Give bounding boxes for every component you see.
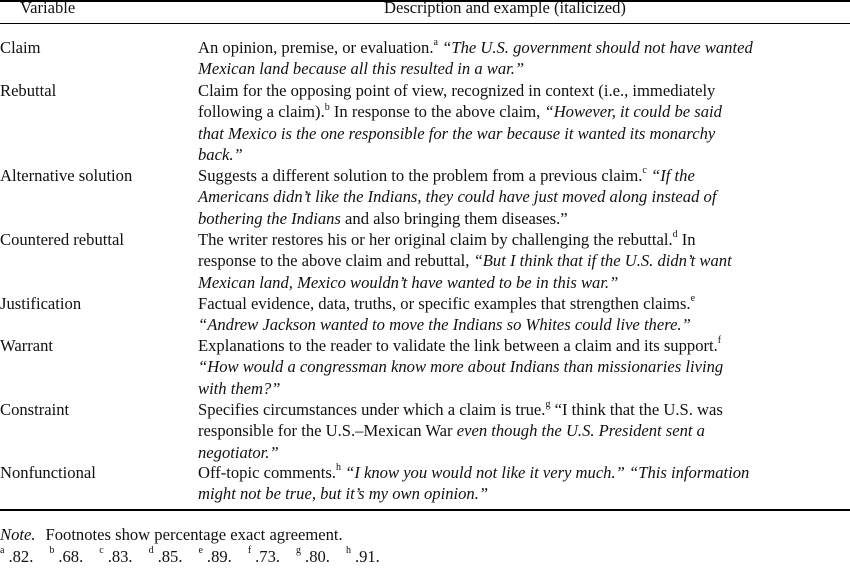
variable-description: [198, 293, 850, 336]
variable-description: [198, 80, 850, 165]
description-line: [198, 144, 850, 165]
example-text: even though the U.S. President sent a: [456, 421, 705, 441]
variable-name: Countered rebuttal: [0, 230, 124, 249]
footnote: [99, 546, 132, 567]
variable-name: Nonfunctional: [0, 463, 96, 482]
description-line: [198, 335, 850, 356]
variable-name: Alternative solution: [0, 166, 133, 185]
description-text: Claim for the opposing point of view, recognized in context (i.e., immediately: [198, 81, 716, 100]
description-line: [198, 378, 850, 399]
footnote-mark: e: [198, 545, 203, 557]
variable-description: [198, 229, 850, 293]
footnote-value: .89.: [206, 547, 232, 566]
example-text: Americans didn’t like the Indians, they could have just moved along instead of: [198, 187, 717, 207]
description-line: [198, 293, 850, 314]
footnote: [198, 546, 231, 567]
description-line: [198, 442, 850, 463]
example-text: “If the: [651, 166, 695, 185]
variable-description: [198, 399, 850, 463]
description-line: [198, 399, 850, 420]
example-text: “How would a congressman know more about Indians than missionaries living: [198, 357, 724, 377]
footnote-value: .80.: [305, 547, 330, 566]
description-line: [198, 272, 850, 293]
description-line: [198, 80, 850, 101]
footnote-mark: h: [345, 545, 351, 557]
example-text: “But I think that if the U.S. didn’t want: [473, 251, 732, 271]
footnotes: [0, 546, 396, 567]
footnote: [149, 546, 183, 567]
description-line: [198, 58, 850, 79]
variable-description: [198, 165, 850, 229]
footnote-mark: a: [433, 37, 438, 49]
description-text: In: [677, 230, 696, 249]
example-text: negotiator.”: [198, 442, 279, 462]
footnote: [49, 546, 83, 567]
variable-name: Claim: [0, 38, 41, 57]
description-text: Specifies circumstances under which a claim is true.: [198, 400, 546, 419]
footnote-mark: b: [324, 101, 330, 113]
description-line: [198, 165, 850, 186]
footnote-mark: g: [545, 399, 551, 411]
example-text: might not be true, but it’s my own opinion.”: [198, 484, 489, 504]
footnote: [346, 546, 380, 567]
description-text: Off-topic comments.: [198, 463, 336, 482]
description-line: [198, 462, 850, 483]
description-text: Factual evidence, data, truths, or specific examples that strengthen claims.: [198, 294, 691, 313]
description-line: [198, 229, 850, 250]
example-text: “Andrew Jackson wanted to move the Indians so Whites could live there.”: [198, 315, 691, 335]
note-label: Note.: [0, 525, 36, 544]
description-text: Explanations to the reader to validate the link between a claim and its support.: [198, 336, 718, 355]
example-text: back.”: [198, 144, 243, 164]
footnote-value: .83.: [107, 547, 133, 566]
footnote-mark: h: [335, 462, 341, 474]
example-text: “The U.S. government should not have wanted: [442, 38, 753, 57]
footnote: [296, 546, 330, 567]
variable-name: Warrant: [0, 336, 54, 355]
variable-name: Justification: [0, 294, 82, 313]
description-line: [198, 483, 850, 504]
example-text: “I know you would not like it very much.” “This information: [345, 463, 750, 482]
example-text: bothering the Indians: [198, 208, 341, 228]
description-text: and also bringing them diseases.”: [340, 208, 568, 228]
note-text: Footnotes show percentage exact agreement.: [45, 525, 343, 544]
description-text: Suggests a different solution to the problem from a previous claim.: [198, 166, 643, 185]
footnote-mark: b: [49, 545, 55, 557]
description-text: following a claim).: [198, 102, 325, 122]
footnote-mark: g: [296, 545, 302, 557]
description-text: In response to the above claim,: [329, 102, 545, 122]
footnote-mark: c: [99, 545, 104, 557]
description-line: [198, 250, 850, 271]
description-line: [198, 356, 850, 377]
description-line: [198, 208, 850, 229]
footnote-mark: c: [642, 165, 647, 177]
footnote-mark: f: [717, 335, 722, 347]
description-line: [198, 186, 850, 207]
footnote-value: .68.: [58, 547, 84, 566]
header-description: Description and example (italicized): [384, 0, 626, 17]
description-text: “I think that the U.S. was: [550, 400, 723, 419]
example-text: Mexican land, Mexico wouldn’t have wanted to be in this war.”: [198, 272, 619, 292]
description-line: [198, 101, 850, 122]
description-line: [198, 37, 850, 58]
description-line: [198, 420, 850, 441]
variable-description: [198, 335, 850, 399]
table-note: [0, 524, 343, 545]
example-text: that Mexico is the one responsible for the war because it wanted its monarchy: [198, 123, 716, 143]
variable-description: [198, 37, 850, 80]
example-text: with them?”: [198, 378, 281, 398]
footnote-mark: f: [247, 545, 252, 557]
footnote-value: .91.: [354, 547, 380, 566]
table-header-rule: [0, 23, 850, 24]
footnote: [0, 546, 33, 567]
footnote-value: .73.: [255, 547, 281, 566]
footnote-value: .82.: [8, 547, 34, 566]
header-variable: Variable: [20, 0, 76, 17]
description-text: The writer restores his or her original claim by challenging the rebuttal.: [198, 230, 673, 249]
table-bottom-rule: [0, 509, 850, 511]
footnote: [248, 546, 280, 567]
example-text: “However, it could be said: [544, 102, 722, 122]
variable-name: Rebuttal: [0, 81, 57, 100]
description-text: responsible for the U.S.–Mexican War: [198, 421, 457, 441]
footnote-mark: a: [0, 545, 5, 557]
description-line: [198, 123, 850, 144]
description-text: An opinion, premise, or evaluation.: [198, 38, 434, 57]
footnote-mark: d: [672, 229, 678, 241]
variable-description: [198, 462, 850, 505]
footnote-mark: e: [690, 293, 696, 305]
variable-name: Constraint: [0, 400, 70, 419]
description-line: [198, 314, 850, 335]
description-text: response to the above claim and rebuttal,: [198, 251, 474, 271]
footnote-value: .85.: [157, 547, 183, 566]
example-text: Mexican land because all this resulted in a war.”: [198, 59, 525, 79]
footnote-mark: d: [148, 545, 154, 557]
